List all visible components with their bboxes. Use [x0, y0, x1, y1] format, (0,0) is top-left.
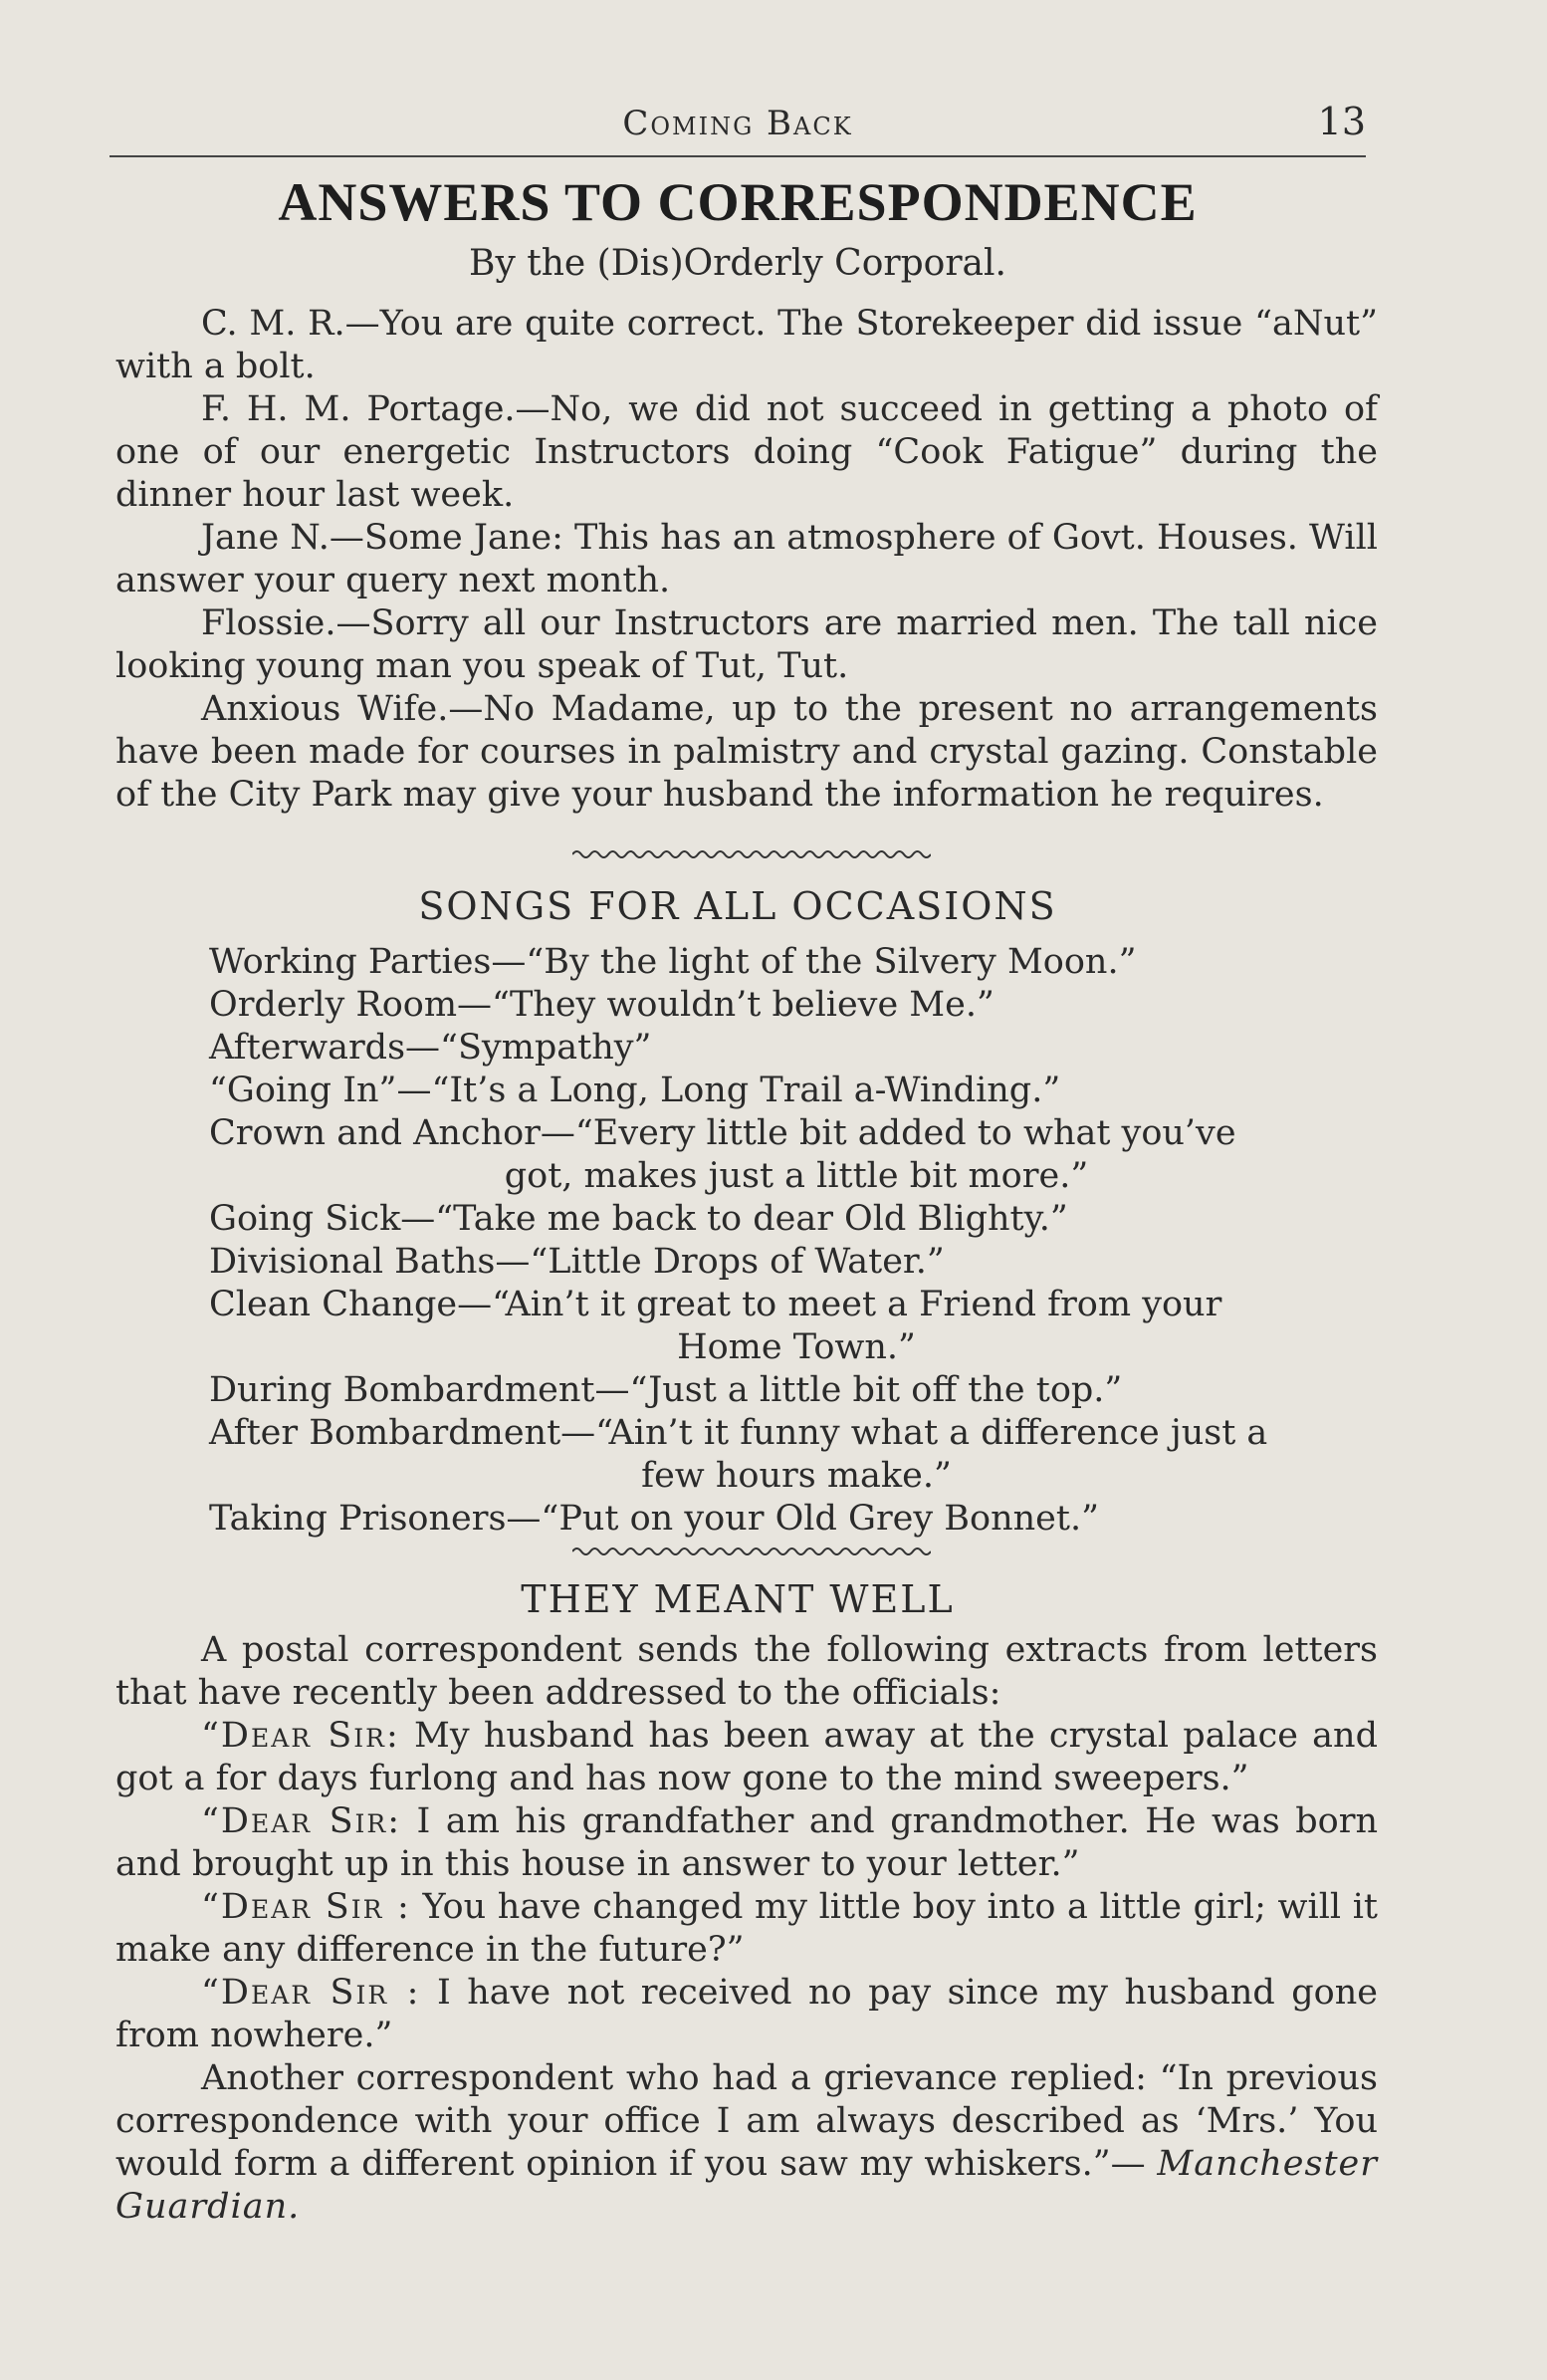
section-title-answers: ANSWERS TO CORRESPONDENCE [278, 172, 1198, 232]
song-item [209, 1412, 1384, 1498]
letter-body: You have changed my little boy into a little girl; will it make any difference in the future?” [115, 1887, 1378, 1970]
song-line: After Bombardment—“Ain’t it funny what a difference just a [209, 1413, 1268, 1453]
song-item [209, 941, 1384, 984]
song-line-continued: got, makes just a little bit more.” [504, 1156, 1089, 1196]
letter-extract [115, 1972, 1378, 2057]
letter-salutation: “Dear Sir : [201, 1887, 411, 1927]
answer-text: Jane N.—Some Jane: This has an atmosphere of Govt. Houses. Will answer your query next month. [115, 518, 1378, 600]
wavy-divider [572, 1546, 931, 1557]
song-item [209, 1284, 1384, 1369]
letter-body: I have not received no pay since my husband gone from nowhere.” [115, 1973, 1378, 2055]
song-line-continued: few hours make.” [641, 1456, 952, 1496]
intro-paragraph [115, 1629, 1378, 1715]
section-title-songs: SONGS FOR ALL OCCASIONS [418, 884, 1057, 928]
letter-extract [115, 1800, 1378, 1886]
song-line: Crown and Anchor—“Every little bit added to what you’ve [209, 1113, 1236, 1153]
letter-body: My husband has been away at the crystal palace and got a for days furlong and has now gone to the mind sweepers.” [115, 1716, 1378, 1798]
intro-text: A postal correspondent sends the following extracts from letters that have recently been addressed to the officials: [115, 1630, 1378, 1713]
song-line: Divisional Baths—“Little Drops of Water.” [209, 1242, 945, 1282]
song-line: Going Sick—“Take me back to dear Old Blighty.” [209, 1199, 1068, 1239]
answer-item [115, 602, 1378, 688]
song-line: Afterwards—“Sympathy” [209, 1028, 652, 1068]
answer-item [115, 688, 1378, 817]
song-line: Orderly Room—“They wouldn’t believe Me.” [209, 985, 994, 1025]
song-item [209, 1070, 1384, 1112]
song-item [209, 1369, 1384, 1412]
page-number: 13 [1317, 100, 1366, 143]
song-line: Working Parties—“By the light of the Silvery Moon.” [209, 942, 1137, 982]
answer-text: C. M. R.—You are quite correct. The Storekeeper did issue “aNut” with a bolt. [115, 304, 1378, 386]
letter-salutation: “Dear Sir: [201, 1716, 400, 1756]
closing-paragraph [115, 2057, 1378, 2229]
song-item [209, 1198, 1384, 1241]
wavy-divider [572, 848, 931, 860]
section-title-meant-well: THEY MEANT WELL [521, 1577, 955, 1621]
song-line: “Going In”—“It’s a Long, Long Trail a-Winding.” [209, 1071, 1061, 1110]
source-citation: Manchester Guardian. [115, 2144, 1378, 2227]
answer-text: F. H. M. Portage.—No, we did not succeed in getting a photo of one of our energetic Instructors doing “Cook Fatigue” during the dinner hour last week. [115, 389, 1378, 515]
byline: By the (Dis)Orderly Corporal. [469, 243, 1006, 284]
song-line-continued: Home Town.” [677, 1327, 916, 1367]
letter-extract [115, 1715, 1378, 1800]
song-item [209, 1241, 1384, 1284]
song-item [209, 1027, 1384, 1070]
running-title: Coming Back [622, 104, 853, 143]
closing-text: Another correspondent who had a grievance replied: “In previous correspondence with your office I am always described as ‘Mrs.’ You would form a different opinion if you saw my whiskers.”— [115, 2058, 1378, 2184]
song-item [209, 1498, 1384, 1541]
answer-item [115, 388, 1378, 517]
song-line: Taking Prisoners—“Put on your Old Grey Bonnet.” [209, 1499, 1099, 1539]
answer-item [115, 303, 1378, 388]
answer-text: Flossie.—Sorry all our Instructors are married men. The tall nice looking young man you speak of Tut, Tut. [115, 603, 1378, 686]
answer-item [115, 517, 1378, 602]
letter-extract [115, 1886, 1378, 1972]
song-item [209, 1112, 1384, 1198]
song-line: Clean Change—“Ain’t it great to meet a Friend from your [209, 1285, 1222, 1324]
song-line: During Bombardment—“Just a little bit off the top.” [209, 1370, 1123, 1410]
song-item [209, 984, 1384, 1027]
running-header [110, 100, 1366, 157]
letter-salutation: “Dear Sir : [201, 1973, 421, 2013]
letter-salutation: “Dear Sir: [201, 1801, 402, 1841]
answer-text: Anxious Wife.—No Madame, up to the present no arrangements have been made for courses in palmistry and crystal gazing. Constable of the City Park may give your husband the information he requires. [115, 689, 1378, 815]
letter-body: I am his grandfather and grandmother. He was born and brought up in this house in answer to your letter.” [115, 1801, 1378, 1884]
